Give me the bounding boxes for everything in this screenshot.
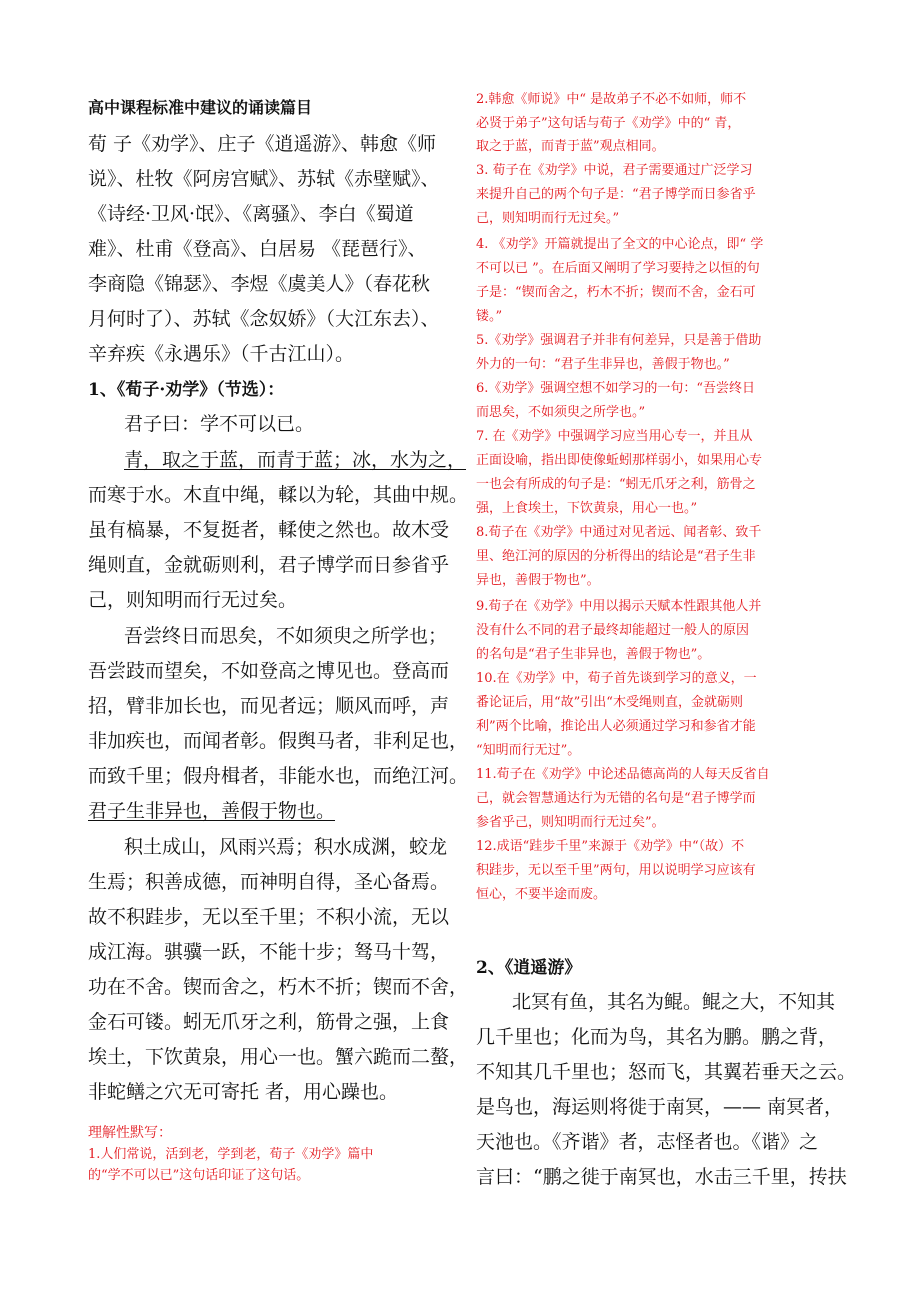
intro-line: 辛弃疾《永遇乐》（千古江山）。 — [88, 343, 355, 365]
comprehension-heading: 理解性默写： — [88, 1125, 172, 1141]
text-line: 功在不舍。锲而舍之，朽木不折；锲而不舍， — [88, 976, 469, 998]
text-line: 吾尝跂而望矣，不如登高之博见也。登高而 — [88, 660, 450, 682]
answer-line: 8.荀子在《劝学》中通过对见者远、闻者彰、致千 — [476, 525, 762, 540]
text-line: 埃土，下饮黄泉，用心一也。蟹六跪而二螯， — [88, 1046, 469, 1068]
answer-line: 正面设喻，指出即使像蚯蚓那样弱小，如果用心专 — [476, 453, 763, 468]
text-line: 虽有槁暴，不复挺者，輮使之然也。故木受 — [88, 519, 450, 541]
answer-line: 3. 荀子在《劝学》中说，君子需要通过广泛学习 — [476, 163, 753, 178]
text-line: 非蛇鳝之穴无可寄托 者，用心躁也。 — [88, 1081, 399, 1103]
text-line: 吾尝终日而思矣，不如须臾之所学也； — [124, 625, 448, 647]
answer-line: 而思矣，不如须臾之所学也。” — [476, 405, 646, 420]
text-line: 是鸟也，海运则将徙于南冥，—— 南冥者， — [476, 1096, 844, 1118]
text-line: 青，取之于蓝，而青于蓝；冰，水为之， — [124, 449, 467, 471]
answer-line: 取之于蓝，而青于蓝”观点相同。 — [476, 139, 665, 154]
answer-line: 利”两个比喻，推论出人必须通过学习和参省才能 — [476, 719, 756, 734]
text-line: 己，则知明而行无过矣。 — [88, 589, 298, 611]
answer-line: 2.韩愈《师说》中“ 是故弟子不必不如师，师不 — [476, 92, 747, 107]
answer-line: 子是：“锲而舍之，朽木不折；锲而不舍，金石可 — [476, 285, 756, 300]
answer-line: 外力的一句：“君子生非异也，善假于物也。” — [476, 357, 730, 372]
answer-line: 12.成语“跬步千里”来源于《劝学》中“（故）不 — [476, 839, 745, 854]
intro-line: 《诗经·卫风·氓》、《离骚》、李白《蜀道 — [88, 203, 414, 225]
answer-line: 强，上食埃土，下饮黄泉，用心一也。” — [476, 501, 698, 516]
section2-heading: 2、《逍遥游》 — [476, 958, 582, 978]
answer-line: 没有什么不同的君子最终却能超过一般人的原因 — [476, 623, 750, 638]
answer-line: 5.《劝学》强调君子并非有何差异，只是善于借助 — [476, 333, 762, 348]
text-line: 言曰：“鹏之徙于南冥也，水击三千里，抟扶 — [476, 1166, 847, 1188]
intro-line: 月何时了）、苏轼《念奴娇》（大江东去）、 — [88, 308, 440, 330]
answer-line: 11.荀子在《劝学》中论述品德高尚的人每天反省自 — [476, 767, 770, 782]
answer-line: 己，则知明而行无过矣。” — [476, 211, 620, 226]
answer-line: 己，就会智慧通达行为无错的名句是“君子博学而 — [476, 791, 756, 806]
answer-line: 1.人们常说，活到老，学到老，荀子《劝学》篇中 — [88, 1147, 374, 1162]
answer-line: 镂。” — [476, 309, 503, 324]
answer-line: 的“学不可以已”这句话印证了这句话。 — [88, 1168, 310, 1183]
section1-heading: 1、《荀子·劝学》（节选）： — [88, 380, 285, 400]
answer-line: 来提升自己的两个句子是：“君子博学而日参省乎 — [476, 187, 756, 202]
answer-line: 必贤于弟子”这句话与荀子《劝学》中的“ 青， — [476, 116, 741, 131]
text-line: 成江海。骐骥一跃，不能十步；驽马十驾， — [88, 941, 450, 963]
intro-line: 难》、杜甫《登高》、白居易 《琵琶行》、 — [88, 238, 427, 260]
answer-line: 积跬步，无以至千里”两句，用以说明学习应该有 — [476, 863, 756, 878]
text-line: 北冥有鱼，其名为鲲。鲲之大，不知其 — [512, 991, 836, 1013]
answer-line: 4. 《劝学》开篇就提出了全文的中心论点，即“ 学 — [476, 237, 764, 252]
text-line: 而寒于水。木直中绳，輮以为轮，其曲中规。 — [88, 484, 469, 506]
text-line: 天池也。《齐谐》者，志怪者也。《谐》之 — [476, 1131, 819, 1153]
text-line: 非加疾也，而闻者彰。假舆马者，非利足也， — [88, 730, 469, 752]
answer-line: 10.在《劝学》中，荀子首先谈到学习的意义，一 — [476, 671, 757, 686]
answer-line: 番论证后，用“故”引出“木受绳则直，金就砺则 — [476, 695, 743, 710]
answer-line: 6.《劝学》强调空想不如学习的一句：“吾尝终日 — [476, 381, 756, 396]
answer-line: 参省乎己，则知明而行无过矣”。 — [476, 815, 665, 830]
intro-line: 李商隐《锦瑟》、李煜《虞美人》（春花秋 — [88, 273, 431, 295]
answer-line: 恒心，不要半途而废。 — [476, 887, 607, 902]
answer-line: 9.荀子在《劝学》中用以揭示天赋本性跟其他人并 — [476, 599, 762, 614]
answer-line: 7. 在《劝学》中强调学习应当用心专一，并且从 — [476, 429, 753, 444]
answer-line: 异也，善假于物也”。 — [476, 573, 600, 588]
text-line: 金石可镂。蚓无爪牙之利，筋骨之强，上食 — [88, 1011, 450, 1033]
text-line: 君子曰：学不可以已。 — [124, 413, 315, 435]
intro-line: 说》、杜牧《阿房宫赋》、苏轼《赤壁赋》、 — [88, 168, 440, 190]
text-line: 几千里也；化而为鸟，其名为鹏。鹏之背， — [476, 1026, 838, 1048]
text-line: 生焉；积善成德，而神明自得，圣心备焉。 — [88, 871, 450, 893]
answer-line: “知明而行无过”。 — [476, 743, 581, 758]
text-line: 而致千里；假舟楫者，非能水也，而绝江河。 — [88, 765, 469, 787]
text-line: 招，臂非加长也，而见者远；顺风而呼，声 — [88, 695, 450, 717]
intro-line: 荀 子《劝学》、庄子《逍遥游》、韩愈《师 — [88, 133, 437, 155]
text-line: 故不积跬步，无以至千里；不积小流，无以 — [88, 906, 450, 928]
text-line: 绳则直，金就砺则利，君子博学而日参省乎 — [88, 554, 450, 576]
text-line: 君子生非异也，善假于物也。 — [88, 800, 336, 822]
text-line: 不知其几千里也；怒而飞，其翼若垂天之云。 — [476, 1061, 857, 1083]
answer-line: 的名句是“君子生非异也，善假于物也”。 — [476, 647, 711, 662]
answer-line: 一也会有所成的句子是：“蚓无爪牙之利，筋骨之 — [476, 477, 756, 492]
page-title: 高中课程标准中建议的诵读篇目 — [88, 98, 313, 117]
text-line: 积土成山，风雨兴焉；积水成渊，蛟龙 — [124, 836, 448, 858]
answer-line: 里、绝江河的原因的分析得出的结论是“君子生非 — [476, 549, 756, 564]
answer-line: 不可以已 ”。在后面又阐明了学习要持之以恒的句 — [476, 261, 760, 276]
